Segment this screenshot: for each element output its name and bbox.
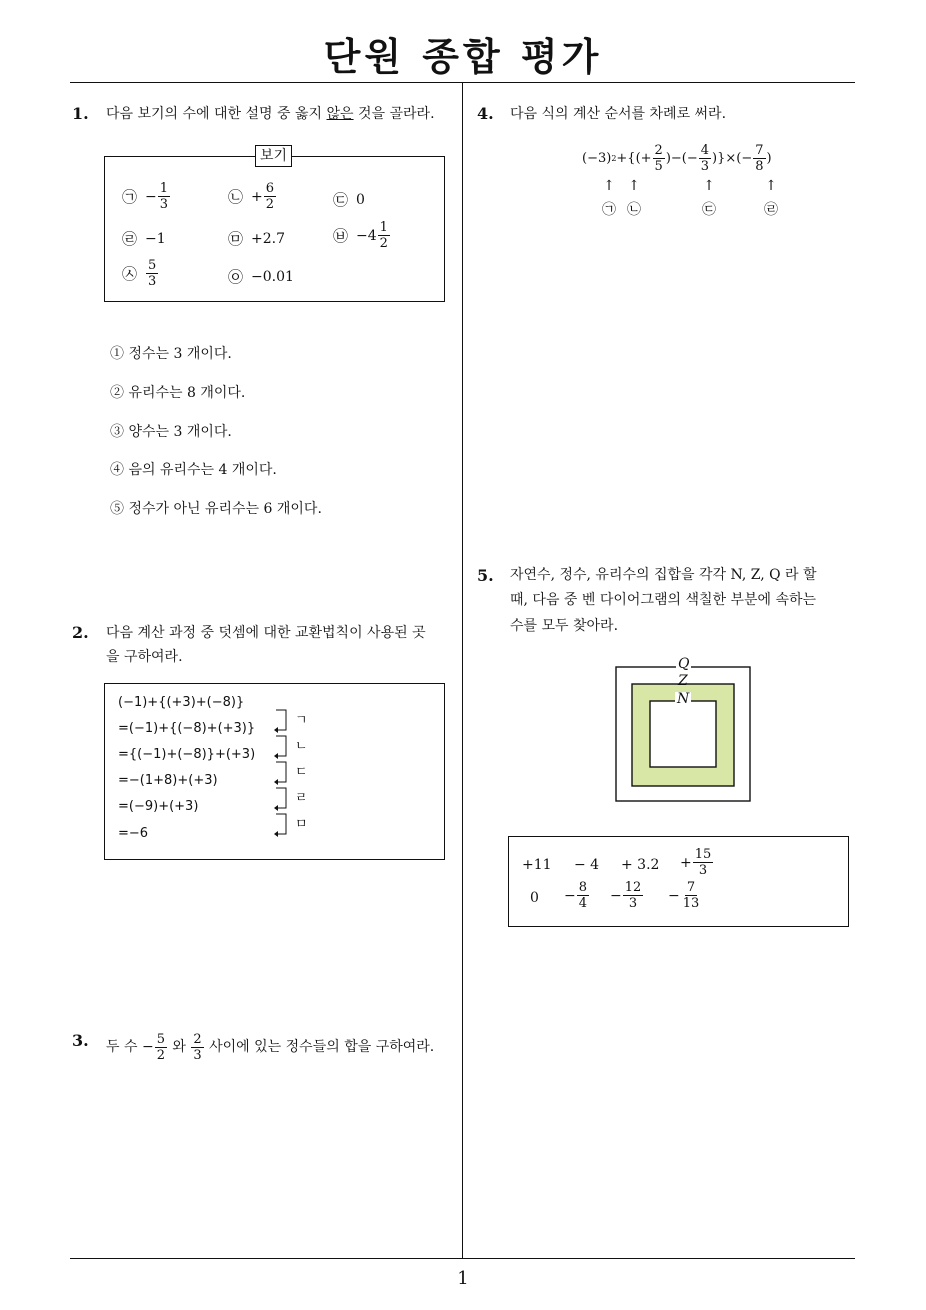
q4-arrow-1: ↑ (603, 178, 615, 194)
q2-line-1: =(−1)+{(−8)+(+3)} (118, 721, 256, 736)
item-mark: ㉡ (228, 188, 244, 206)
q5-num-6: − $\frac{8}{4}$ (564, 880, 588, 911)
q5-text-line3: 수를 모두 찾아라. (510, 618, 619, 634)
venn-label-q: Q (678, 656, 690, 672)
venn-label-z: Z (678, 673, 688, 689)
item-mark: ㉢ (333, 191, 349, 209)
q5-text-line2: 때, 다음 중 벤 다이어그램의 색칠한 부분에 속하는 (510, 592, 817, 608)
q3-text-a: 두 수 − (106, 1039, 154, 1055)
item-mark: ㉣ (122, 230, 138, 248)
q4-fraction-2: $\frac{4}{3}$ (700, 143, 710, 174)
q2-label-1: ㄴ (295, 739, 308, 754)
q1-item-c (333, 189, 365, 210)
q5-text-line1: 자연수, 정수, 유리수의 집합을 각각 N, Z, Q 라 할 (510, 567, 817, 583)
q1-option-1: ① 정수는 3 개이다. (110, 346, 232, 362)
q2-label-0: ㄱ (295, 713, 308, 728)
item-value: 0 (356, 191, 365, 208)
fraction: $\frac{1}{2}$ (379, 220, 388, 251)
item-mark: ㉥ (333, 227, 349, 245)
q4-arrow-4: ↑ (765, 178, 777, 194)
q1-item-g (122, 258, 159, 289)
q5-num-7: − $\frac{12}{3}$ (610, 880, 642, 911)
q4-mark-3: ㉢ (702, 202, 716, 218)
bottom-rule (70, 1258, 855, 1259)
item-sign: − (145, 188, 157, 205)
q3-fraction-2: $\frac{2}{3}$ (193, 1032, 202, 1063)
page-title: 단원 종합 평가 (323, 35, 603, 79)
fraction: $\frac{5}{3}$ (148, 258, 157, 289)
q4-text: 다음 식의 계산 순서를 차례로 써라. (510, 106, 727, 122)
q1-option-2: ② 유리수는 8 개이다. (110, 385, 246, 401)
q3-text-b: 와 (167, 1039, 191, 1055)
q2-line-3: =−(1+8)+(+3) (118, 773, 218, 788)
q1-option-3: ③ 양수는 3 개이다. (110, 424, 232, 440)
item-value: −0.01 (251, 268, 294, 285)
q4-expression: (−3) 2 +{(+ $\frac{2}{5}$ )−(− $\frac{4}{3}$ )}×(− $\frac{7}{8}$ ) (582, 143, 772, 174)
q3-text (106, 1032, 434, 1063)
q2-line-5: =−6 (118, 826, 149, 841)
item-mark: ㉦ (122, 265, 138, 283)
q5-num-3: + 3.2 (621, 857, 660, 873)
q4-mark-4: ㉣ (764, 202, 778, 218)
q1-item-h (228, 266, 294, 287)
q1-text-before: 다음 보기의 수에 대한 설명 중 옳지 (106, 106, 327, 122)
q2-text-line2: 을 구하여라. (106, 649, 183, 665)
item-sign: + (251, 188, 263, 205)
q4-number: 4. (477, 104, 494, 123)
item-mark: ㉧ (228, 268, 244, 286)
q2-line-2: ={(−1)+(−8)}+(+3) (118, 747, 256, 762)
q5-number: 5. (477, 566, 494, 585)
q1-item-e (228, 228, 285, 249)
q1-number: 1. (72, 104, 89, 123)
q1-item-b (228, 181, 277, 212)
item-whole: −4 (356, 227, 377, 244)
q2-line-0: (−1)+{(+3)+(−8)} (118, 695, 245, 710)
q2-label-2: ㄷ (295, 765, 308, 780)
q1-item-a (122, 181, 171, 212)
item-mark: ㉤ (228, 230, 244, 248)
q2-text-line1: 다음 계산 과정 중 덧셈에 대한 교환법칙이 사용된 곳 (106, 625, 426, 641)
q5-num-5: 0 (530, 890, 539, 906)
q4-fraction-1: $\frac{2}{5}$ (654, 143, 663, 174)
q3-fraction-1: $\frac{5}{2}$ (156, 1032, 165, 1063)
q1-box-label: 보기 (255, 145, 292, 167)
q5-num-8: − $\frac{7}{13}$ (668, 880, 700, 911)
fraction: $\frac{6}{2}$ (265, 181, 275, 212)
page-number: 1 (457, 1268, 469, 1289)
q3-number: 3. (72, 1031, 89, 1050)
q1-text-after: 것을 골라라. (353, 106, 435, 122)
q1-item-d (122, 228, 166, 249)
q4-arrow-2: ↑ (628, 178, 640, 194)
q5-num-1: +11 (522, 857, 552, 873)
item-mark: ㉠ (122, 188, 138, 206)
q1-text-underline: 않은 (326, 106, 354, 122)
q4-arrow-3: ↑ (703, 178, 715, 194)
q2-number: 2. (72, 623, 89, 642)
q4-fraction-3: $\frac{7}{8}$ (755, 143, 764, 174)
fraction: $\frac{1}{3}$ (159, 181, 169, 212)
item-value: −1 (145, 230, 166, 247)
item-value: +2.7 (251, 230, 286, 247)
q1-option-5: ⑤ 정수가 아닌 유리수는 6 개이다. (110, 501, 322, 517)
q1-option-4: ④ 음의 유리수는 4 개이다. (110, 462, 277, 478)
venn-label-n: N (677, 691, 690, 707)
q2-label-3: ㄹ (295, 791, 308, 806)
q5-num-2: − 4 (574, 857, 600, 873)
q2-label-4: ㅁ (295, 817, 308, 832)
q4-mark-1: ㉠ (602, 202, 616, 218)
q1-text (106, 103, 435, 126)
q3-text-c: 사이에 있는 정수들의 합을 구하여라. (204, 1039, 435, 1055)
q5-num-4: + $\frac{15}{3}$ (680, 847, 712, 878)
q2-line-4: =(−9)+(+3) (118, 799, 199, 814)
q1-item-f (333, 220, 391, 251)
column-divider (462, 83, 463, 1259)
q4-mark-2: ㉡ (627, 202, 641, 218)
